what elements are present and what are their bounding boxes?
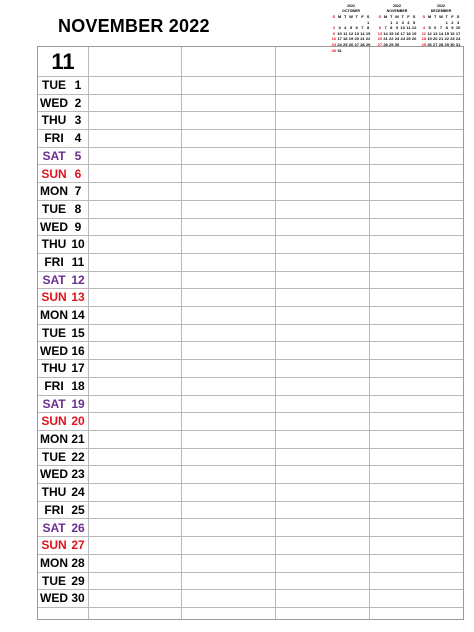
mini-day: 1 (367, 19, 370, 25)
day-row (38, 466, 463, 484)
mini-day: 20 (354, 36, 359, 42)
mini-day: 17 (400, 30, 405, 36)
mini-day: 14 (438, 30, 444, 36)
day-of-week: WED (40, 591, 68, 606)
day-number: 11 (71, 255, 85, 269)
day-of-week: SAT (42, 272, 66, 287)
day-of-week: WED (40, 219, 68, 234)
mini-weekday-header: T (434, 14, 437, 19)
day-row (38, 449, 463, 467)
mini-day: 23 (450, 36, 455, 42)
mini-day: 17 (337, 36, 342, 42)
day-row (38, 289, 463, 307)
mini-day: 18 (406, 30, 411, 36)
mini-day: 30 (394, 41, 400, 47)
mini-day: 28 (360, 41, 365, 47)
mini-day: 4 (422, 25, 425, 31)
day-row (38, 254, 463, 272)
day-row (38, 537, 463, 555)
mini-weekday-header: M (383, 14, 388, 19)
mini-weekday-header: S (456, 14, 460, 19)
mini-day: 27 (377, 41, 383, 47)
mini-weekday-header: F (407, 14, 410, 19)
day-number: 24 (71, 485, 85, 500)
mini-day: 5 (413, 19, 416, 25)
mini-day: 10 (400, 25, 405, 31)
day-number: 17 (71, 361, 85, 376)
mini-day: 8 (445, 25, 448, 31)
mini-day: 28 (438, 41, 444, 47)
day-number: 4 (74, 131, 82, 146)
day-of-week: MON (40, 308, 68, 323)
mini-day: 12 (427, 30, 432, 36)
day-number: 16 (71, 343, 85, 358)
mini-day: 16 (331, 36, 337, 42)
mini-day: 17 (455, 30, 461, 36)
day-row (38, 413, 463, 431)
day-of-week: MON (40, 184, 68, 199)
day-of-week: WED (40, 467, 68, 482)
mini-calendar-month: DECEMBER (430, 9, 452, 13)
day-number: 26 (71, 520, 85, 535)
mini-day: 24 (455, 36, 461, 42)
day-of-week: SAT (42, 148, 66, 163)
mini-weekday-header: F (451, 14, 454, 19)
day-row (38, 272, 463, 290)
mini-day: 1 (390, 19, 393, 25)
mini-day: 5 (428, 25, 431, 31)
day-of-week: THU (41, 113, 67, 128)
day-number: 13 (71, 290, 85, 305)
mini-calendar-november (377, 4, 417, 48)
mini-day: 10 (337, 30, 342, 36)
mini-day: 21 (383, 36, 388, 42)
day-number: 12 (71, 272, 85, 287)
mini-day: 7 (384, 25, 387, 31)
mini-day: 19 (348, 36, 354, 42)
mini-day: 26 (427, 41, 432, 47)
mini-calendar-year: 2022 (393, 4, 401, 8)
day-row (38, 573, 463, 591)
day-number: 25 (71, 502, 85, 517)
mini-weekday-header: W (349, 14, 353, 19)
mini-day: 2 (332, 25, 335, 31)
day-of-week: SUN (41, 414, 67, 429)
mini-day: 27 (433, 41, 438, 47)
mini-day: 6 (355, 25, 358, 31)
mini-day: 4 (407, 19, 410, 25)
day-number: 3 (74, 113, 82, 128)
mini-day: 18 (421, 36, 427, 42)
day-row (38, 590, 463, 608)
mini-calendar-grid (421, 14, 461, 48)
mini-weekday-header: S (412, 14, 416, 19)
day-of-week: TUE (42, 573, 66, 588)
day-number: 14 (71, 308, 85, 323)
column-divider (88, 47, 89, 619)
mini-day: 25 (406, 36, 411, 42)
day-of-week: THU (41, 237, 67, 252)
mini-day: 2 (395, 19, 399, 25)
mini-day: 19 (427, 36, 432, 42)
day-number: 10 (71, 237, 85, 252)
header-row (38, 47, 463, 77)
mini-day: 23 (394, 36, 400, 42)
mini-day: 11 (343, 30, 348, 36)
column-divider (369, 47, 370, 619)
mini-day: 14 (360, 30, 365, 36)
mini-weekday-header: T (390, 14, 393, 19)
mini-weekday-header: T (445, 14, 448, 19)
mini-day: 22 (389, 36, 394, 42)
day-number: 15 (71, 325, 85, 340)
mini-day: 13 (377, 30, 383, 36)
day-of-week: TUE (42, 201, 66, 216)
day-row (38, 520, 463, 538)
day-row (38, 112, 463, 130)
day-number: 18 (71, 378, 85, 393)
mini-day: 8 (390, 25, 393, 31)
mini-day: 15 (389, 30, 394, 36)
mini-day: 7 (439, 25, 443, 31)
day-number: 27 (71, 538, 85, 553)
mini-day: 16 (394, 30, 400, 36)
mini-weekday-header: F (361, 14, 364, 19)
day-row (38, 130, 463, 148)
mini-day: 5 (349, 25, 353, 31)
day-row (38, 396, 463, 414)
day-of-week: WED (40, 343, 68, 358)
day-number: 6 (74, 166, 82, 181)
mini-weekday-header: W (439, 14, 443, 19)
day-of-week: SUN (41, 290, 67, 305)
mini-day: 12 (348, 30, 354, 36)
mini-day: 9 (395, 25, 399, 31)
day-number: 23 (71, 467, 85, 482)
mini-day: 9 (332, 30, 335, 36)
mini-day: 28 (383, 41, 388, 47)
day-of-week: MON (40, 432, 68, 446)
day-row (38, 484, 463, 502)
mini-day: 11 (406, 25, 411, 31)
day-of-week: FRI (44, 502, 64, 517)
mini-day: 9 (451, 25, 454, 31)
mini-day: 20 (433, 36, 438, 42)
day-of-week: THU (41, 361, 67, 376)
mini-day: 2 (451, 19, 454, 25)
day-number: 19 (71, 396, 85, 411)
mini-day: 24 (400, 36, 405, 42)
day-row (38, 236, 463, 254)
mini-day: 27 (354, 41, 359, 47)
day-row (38, 95, 463, 113)
page-title: NOVEMBER 2022 (58, 16, 210, 36)
mini-calendar-december (421, 4, 461, 48)
mini-day: 14 (383, 30, 388, 36)
day-row (38, 183, 463, 201)
day-row (38, 148, 463, 166)
day-of-week: FRI (44, 255, 64, 269)
day-row (38, 431, 463, 449)
mini-calendar-year: 2022 (437, 4, 445, 8)
day-of-week: TUE (42, 449, 66, 464)
mini-day: 1 (445, 19, 448, 25)
day-row (38, 343, 463, 361)
mini-day: 15 (365, 30, 371, 36)
day-row (38, 219, 463, 237)
mini-day: 16 (450, 30, 455, 36)
day-of-week: WED (40, 95, 68, 110)
mini-calendar-month: NOVEMBER (386, 9, 408, 13)
mini-day: 26 (411, 36, 417, 42)
day-row (38, 378, 463, 396)
mini-day: 7 (361, 25, 364, 31)
day-of-week: THU (41, 485, 67, 500)
mini-day: 3 (457, 19, 460, 25)
day-of-week: SAT (42, 396, 66, 411)
day-row (38, 360, 463, 378)
mini-day: 21 (438, 36, 444, 42)
day-of-week: SUN (41, 538, 67, 553)
day-row (38, 166, 463, 184)
mini-day: 4 (344, 25, 347, 31)
day-number: 22 (71, 449, 85, 464)
mini-weekday-header: S (378, 14, 382, 19)
day-number: 1 (74, 78, 82, 92)
mini-weekday-header: S (366, 14, 370, 19)
month-number: 11 (51, 49, 75, 74)
mini-day: 6 (434, 25, 437, 31)
day-row (38, 555, 463, 573)
mini-day: 29 (389, 41, 394, 47)
mini-day: 20 (377, 36, 383, 42)
mini-day: 29 (444, 41, 449, 47)
mini-weekday-header: W (395, 14, 399, 19)
day-row (38, 325, 463, 343)
day-number: 7 (74, 184, 82, 199)
mini-calendar-month: OCTOBER (342, 9, 360, 13)
mini-day: 19 (411, 30, 417, 36)
day-row (38, 77, 463, 95)
mini-day: 3 (338, 25, 341, 31)
mini-weekday-header: M (337, 14, 342, 19)
day-of-week: FRI (44, 131, 64, 146)
mini-day: 18 (343, 36, 348, 42)
day-number: 20 (71, 414, 85, 429)
mini-weekday-header: T (344, 14, 347, 19)
mini-calendar-grid (377, 14, 417, 48)
day-row (38, 307, 463, 325)
mini-day: 3 (401, 19, 404, 25)
mini-day: 22 (365, 36, 371, 42)
mini-day: 31 (337, 47, 342, 53)
mini-day: 25 (343, 41, 348, 47)
day-number: 9 (74, 219, 82, 234)
day-of-week: TUE (42, 325, 66, 340)
mini-calendar-year: 2022 (347, 4, 355, 8)
day-of-week: FRI (44, 378, 64, 393)
day-number: 5 (74, 148, 82, 163)
day-of-week: TUE (42, 78, 66, 92)
mini-weekday-header: S (422, 14, 426, 19)
mini-weekday-header: M (427, 14, 432, 19)
day-of-week: SAT (42, 520, 66, 535)
day-of-week: SUN (41, 166, 67, 181)
day-row (38, 201, 463, 219)
column-divider (275, 47, 276, 619)
day-row (38, 502, 463, 520)
mini-day: 25 (421, 41, 427, 47)
mini-weekday-header: T (401, 14, 404, 19)
day-number: 29 (71, 573, 85, 588)
day-number: 21 (71, 432, 85, 446)
empty-row (38, 608, 463, 626)
mini-day: 23 (331, 41, 337, 47)
mini-day: 15 (444, 30, 449, 36)
mini-day: 10 (455, 25, 461, 31)
mini-weekday-header: S (332, 14, 336, 19)
mini-day: 6 (378, 25, 381, 31)
mini-day: 8 (367, 25, 370, 31)
mini-day: 12 (411, 25, 417, 31)
mini-day: 11 (421, 30, 426, 36)
mini-day: 31 (455, 41, 461, 47)
mini-weekday-header: T (355, 14, 358, 19)
day-number: 28 (71, 555, 85, 570)
mini-day: 26 (348, 41, 354, 47)
mini-day: 21 (360, 36, 365, 42)
column-divider (181, 47, 182, 619)
day-number: 2 (74, 95, 82, 110)
mini-day: 22 (444, 36, 449, 42)
mini-day: 30 (331, 47, 337, 53)
day-of-week: MON (40, 555, 68, 570)
day-number: 30 (71, 591, 85, 606)
day-number: 8 (74, 201, 82, 216)
mini-day: 30 (450, 41, 455, 47)
mini-day: 13 (354, 30, 359, 36)
planner-table (37, 46, 464, 620)
mini-day: 24 (337, 41, 342, 47)
mini-day: 29 (365, 41, 371, 47)
mini-day: 13 (433, 30, 438, 36)
